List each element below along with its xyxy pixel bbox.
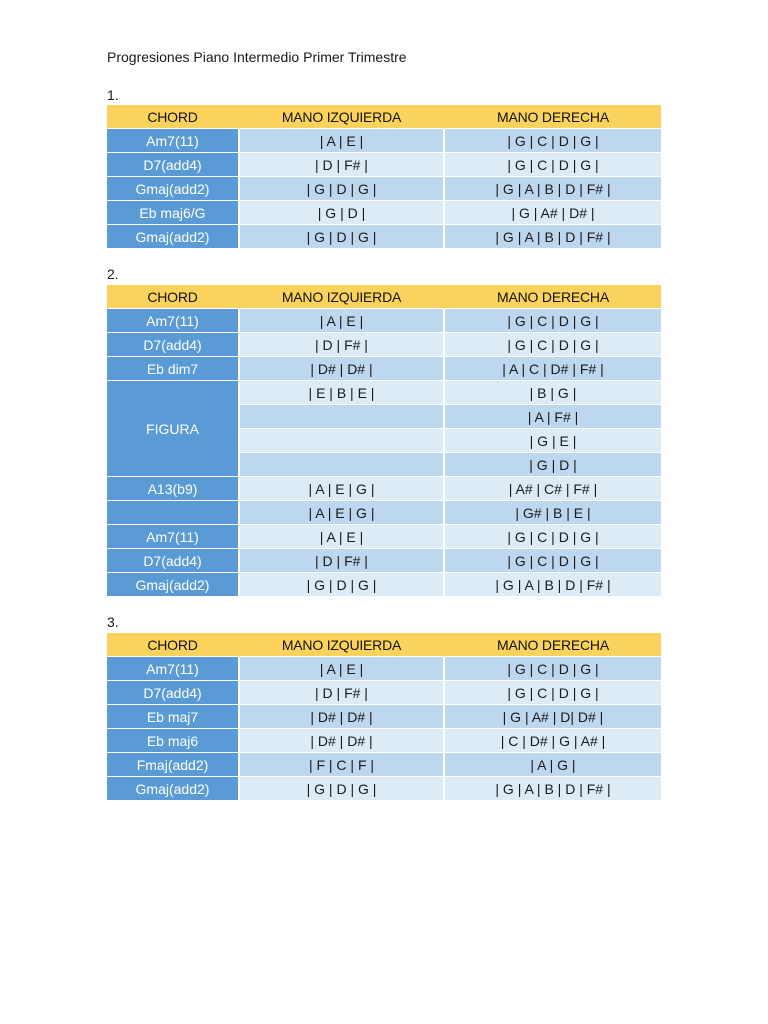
right-hand-cell: | G | A# | D| D# | — [445, 705, 661, 729]
header-right-hand: MANO DERECHA — [445, 105, 661, 129]
table-row — [107, 129, 661, 153]
left-hand-cell — [240, 429, 445, 453]
header-left-hand: MANO IZQUIERDA — [240, 285, 445, 309]
header-chord: CHORD — [107, 105, 240, 129]
chord-cell: Am7(11) — [107, 657, 240, 681]
table-row — [107, 705, 661, 729]
right-hand-cell: | G# | B | E | — [445, 501, 661, 525]
right-hand-cell: | G | C | D | G | — [445, 129, 661, 153]
right-hand-cell: | G | E | — [445, 429, 661, 453]
chord-cell: Eb maj6 — [107, 729, 240, 753]
chord-cell: A13(b9) — [107, 477, 240, 501]
left-hand-cell — [240, 453, 445, 477]
right-hand-cell: | G | A | B | D | F# | — [445, 777, 661, 801]
chord-cell: D7(add4) — [107, 549, 240, 573]
left-hand-cell: | A | E | — [240, 309, 445, 333]
left-hand-cell: | A | E | — [240, 657, 445, 681]
header-right-hand: MANO DERECHA — [445, 633, 661, 657]
chord-progression-table — [107, 285, 661, 597]
right-hand-cell: | G | C | D | G | — [445, 153, 661, 177]
table-row — [107, 681, 661, 705]
left-hand-cell: | F | C | F | — [240, 753, 445, 777]
left-hand-cell: | A | E | G | — [240, 477, 445, 501]
chord-cell: Am7(11) — [107, 309, 240, 333]
right-hand-cell: | G | C | D | G | — [445, 309, 661, 333]
chord-cell: D7(add4) — [107, 153, 240, 177]
right-hand-cell: | C | D# | G | A# | — [445, 729, 661, 753]
right-hand-cell: | A | F# | — [445, 405, 661, 429]
table-row — [107, 153, 661, 177]
table-row — [107, 225, 661, 249]
left-hand-cell: | G | D | G | — [240, 573, 445, 597]
chord-cell: Gmaj(add2) — [107, 573, 240, 597]
chord-cell: Am7(11) — [107, 129, 240, 153]
table-row — [107, 309, 661, 333]
table-row — [107, 525, 661, 549]
left-hand-cell: | D | F# | — [240, 333, 445, 357]
table-row — [107, 729, 661, 753]
right-hand-cell: | G | C | D | G | — [445, 681, 661, 705]
left-hand-cell: | D# | D# | — [240, 357, 445, 381]
table-row — [107, 177, 661, 201]
chord-cell: D7(add4) — [107, 681, 240, 705]
right-hand-cell: | G | D | — [445, 453, 661, 477]
chord-cell: Eb dim7 — [107, 357, 240, 381]
header-chord: CHORD — [107, 633, 240, 657]
right-hand-cell: | A | C | D# | F# | — [445, 357, 661, 381]
table-row — [107, 549, 661, 573]
left-hand-cell — [240, 405, 445, 429]
right-hand-cell: | G | A | B | D | F# | — [445, 573, 661, 597]
table-row — [107, 381, 661, 405]
left-hand-cell: | D | F# | — [240, 153, 445, 177]
table-row — [107, 753, 661, 777]
document-title: Progresiones Piano Intermedio Primer Trimestre — [107, 49, 407, 65]
table-row — [107, 333, 661, 357]
left-hand-cell: | D | F# | — [240, 681, 445, 705]
chord-cell: Gmaj(add2) — [107, 225, 240, 249]
chord-progression-table — [107, 633, 661, 801]
section-label: 1. — [107, 87, 119, 103]
header-chord: CHORD — [107, 285, 240, 309]
header-right-hand: MANO DERECHA — [445, 285, 661, 309]
table-row — [107, 777, 661, 801]
right-hand-cell: | G | C | D | G | — [445, 333, 661, 357]
section-label: 3. — [107, 614, 119, 630]
left-hand-cell: | A | E | G | — [240, 501, 445, 525]
chord-cell: D7(add4) — [107, 333, 240, 357]
left-hand-cell: | G | D | G | — [240, 225, 445, 249]
section-label: 2. — [107, 266, 119, 282]
table-row — [107, 501, 661, 525]
chord-cell: Gmaj(add2) — [107, 177, 240, 201]
table-header-row — [107, 633, 661, 657]
left-hand-cell: | A | E | — [240, 129, 445, 153]
right-hand-cell: | A | G | — [445, 753, 661, 777]
right-hand-cell: | B | G | — [445, 381, 661, 405]
header-left-hand: MANO IZQUIERDA — [240, 633, 445, 657]
chord-progression-table — [107, 105, 661, 249]
chord-cell: Fmaj(add2) — [107, 753, 240, 777]
header-left-hand: MANO IZQUIERDA — [240, 105, 445, 129]
right-hand-cell: | A# | C# | F# | — [445, 477, 661, 501]
table-row — [107, 357, 661, 381]
table-header-row — [107, 285, 661, 309]
left-hand-cell: | G | D | G | — [240, 777, 445, 801]
right-hand-cell: | G | C | D | G | — [445, 525, 661, 549]
right-hand-cell: | G | A | B | D | F# | — [445, 225, 661, 249]
chord-cell: Am7(11) — [107, 525, 240, 549]
table-header-row — [107, 105, 661, 129]
chord-cell: FIGURA — [107, 381, 240, 477]
table-row — [107, 201, 661, 225]
table-row — [107, 657, 661, 681]
left-hand-cell: | D# | D# | — [240, 729, 445, 753]
chord-cell: Eb maj7 — [107, 705, 240, 729]
right-hand-cell: | G | A | B | D | F# | — [445, 177, 661, 201]
right-hand-cell: | G | C | D | G | — [445, 549, 661, 573]
right-hand-cell: | G | A# | D# | — [445, 201, 661, 225]
left-hand-cell: | A | E | — [240, 525, 445, 549]
left-hand-cell: | E | B | E | — [240, 381, 445, 405]
left-hand-cell: | D | F# | — [240, 549, 445, 573]
left-hand-cell: | G | D | — [240, 201, 445, 225]
right-hand-cell: | G | C | D | G | — [445, 657, 661, 681]
table-row — [107, 573, 661, 597]
chord-cell — [107, 501, 240, 525]
chord-cell: Eb maj6/G — [107, 201, 240, 225]
left-hand-cell: | G | D | G | — [240, 177, 445, 201]
left-hand-cell: | D# | D# | — [240, 705, 445, 729]
chord-cell: Gmaj(add2) — [107, 777, 240, 801]
table-row — [107, 477, 661, 501]
